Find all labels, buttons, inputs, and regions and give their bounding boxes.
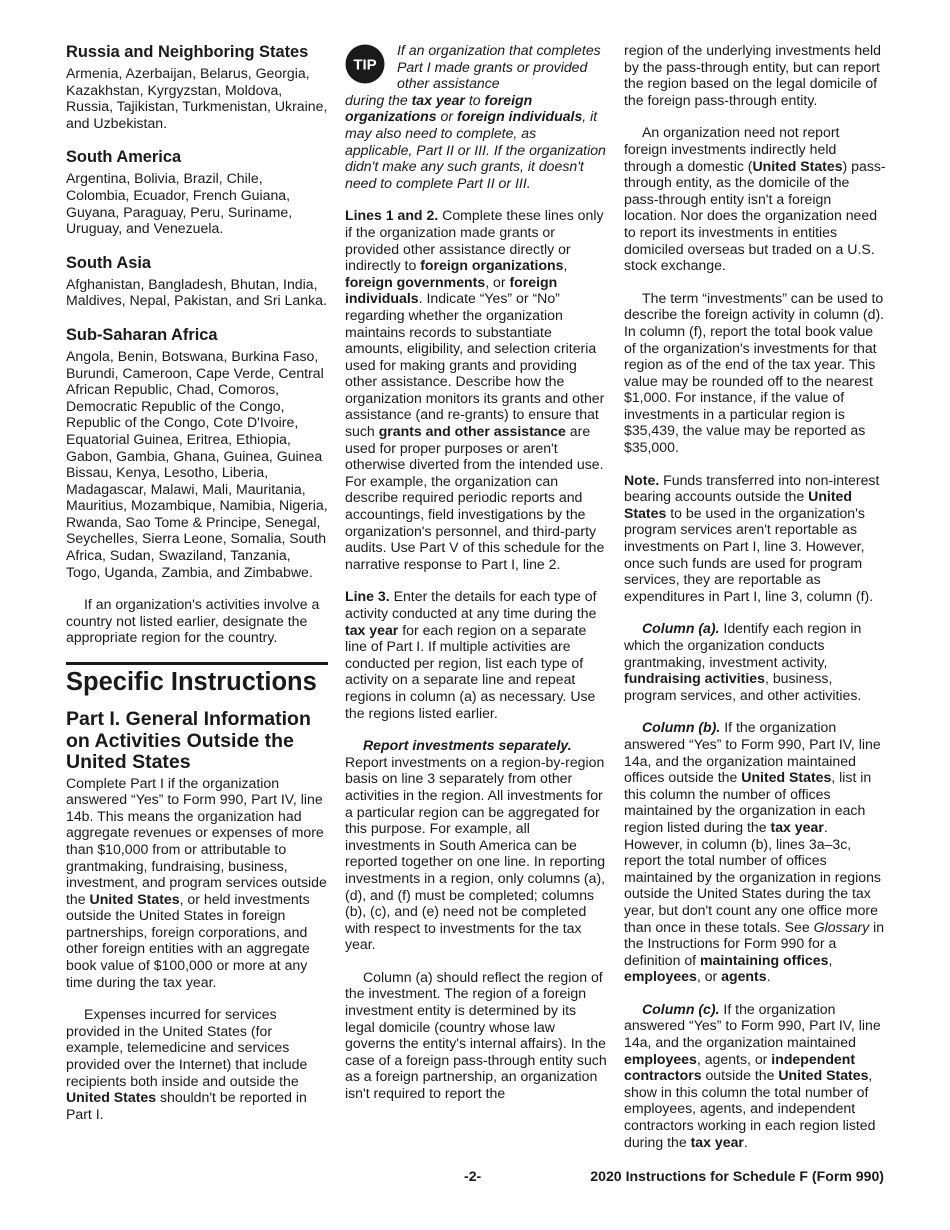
column-a-paragraph: Column (a). Identify each region in which the organization conducts grantmaking, investment activity, fundraising activities, business, program services, and other activities. — [624, 620, 862, 703]
tip-icon — [345, 44, 385, 84]
domestic-pass-through-paragraph: An organization need not report foreign investments indirectly held through a domestic (United States) pass-through entity, as the domicile of the pass-through entity isn't a foreign location. Nor does the organization need to report its investments in entities domiciled overseas but traded on a U.S. stock exchange. — [624, 124, 886, 274]
specific-instructions-heading: Specific Instructions — [66, 662, 328, 697]
document-title-footer: 2020 Instructions for Schedule F (Form 990) — [590, 1168, 884, 1184]
region-heading-south-america: South America — [66, 148, 182, 167]
lines-1-2-paragraph: Lines 1 and 2. Complete these lines only if the organization made grants or provided other assistance directly or indirectly to foreign organizations, foreign governments, or foreign individuals. Indicate “Yes” or “No” regarding whether the organization maintains records to substantiate amounts, eligibility, and selection criteria used for making grants and providing other assistance. Describe how the organization monitors its grants and other assistance (and re-grants) to ensure that such grants and other assistance are used for proper purposes or aren't otherwise diverted from the intended use. For example, the organization can describe required periodic reports and accountings, field investigations by the organization's personnel, and third-party audits. Use Part V of this schedule for the narrative response to Part I, line 2. — [345, 207, 605, 572]
line-3-paragraph: Line 3. Enter the details for each type of activity conducted at any time during the tax year for each region on a separate line of Part I. If multiple activities are conducted per region, list each type of activity on a separate line and repeat regions in column (a) as necessary. Use the regions listed earlier. — [345, 588, 597, 721]
investments-term-paragraph: The term “investments” can be used to describe the foreign activity in column (d). In column (f), report the total book value of the organization's investments for that region as of the end of the tax year. This value may be rounded off to the nearest $1,000. For instance, if the value of investments in a particular region is $35,439, the value may be reported as $35,000. — [624, 289, 885, 456]
region-heading-sub-saharan-africa: Sub-Saharan Africa — [66, 325, 218, 344]
region-list-russia: Armenia, Azerbaijan, Belarus, Georgia, Kazakhstan, Kyrgyzstan, Moldova, Russia, Tajikistan, Turkmenistan, Ukraine, and Uzbekistan. — [66, 65, 328, 131]
column-2 — [345, 42, 607, 1118]
region-list-sub-saharan-africa: Angola, Benin, Botswana, Burkina Faso, Burundi, Cameroon, Cape Verde, Central African Republic, Chad, Comoros, Democratic Republic of the Congo, Republic of the Congo, Cote D'Ivoire, Equatorial Guinea, Eritrea, Ethiopia, Gabon, Gambia, Ghana, Guinea, Guinea Bissau, Kenya, Lesotho, Liberia, Madagascar, Malawi, Mali, Mauritania, Mauritius, Mozambique, Namibia, Nigeria, Rwanda, Sao Tome & Principe, Senegal, Seychelles, Sierra Leone, Somalia, South Africa, Sudan, Swaziland, Tanzania, Togo, Uganda, Zambia, and Zimbabwe. — [66, 347, 328, 580]
column-a-region-paragraph: Column (a) should reflect the region of the investment. The region of a foreign investment entity is determined by its legal domicile (country whose law governs the entity's internal affairs). In the case of a foreign pass-through entity such as a foreign partnership, an organization isn't required to report the — [345, 968, 607, 1102]
region-list-south-america: Argentina, Bolivia, Brazil, Chile, Colombia, Ecuador, French Guiana, Guyana, Paraguay, Peru, Suriname, Uruguay, and Venezuela. — [66, 170, 293, 237]
part-1-paragraph-1: Complete Part I if the organization answered “Yes” to Form 990, Part IV, line 14b. This means the organization had aggregate revenues or expenses of more than $10,000 from or attributable to grantmaking, fundraising, business, investment, and program services outside the United States, or held investments outside the United States in foreign partnerships, foreign corporations, and other foreign entities with an aggregate book value of $100,000 or more at any time during the tax year. — [66, 774, 327, 990]
region-list-south-asia: Afghanistan, Bangladesh, Bhutan, India, Maldives, Nepal, Pakistan, and Sri Lanka. — [66, 275, 327, 309]
column-1 — [66, 42, 328, 1138]
column-c-paragraph: Column (c). If the organization answered “Yes” to Form 990, Part IV, line 14a, and the organization maintained employees, agents, or independent contractors outside the United States, show in this column the total number of employees, agents, and independent contractors working in each region listed during the tax year. — [624, 1000, 881, 1150]
part-1-paragraph-2: Expenses incurred for services provided in the United States (for example, telemedicine and services provided over the Internet) that include recipients both inside and outside the United States shouldn't be reported in Part I. — [66, 1006, 308, 1122]
part-1-heading: Part I. General Information on Activities Outside the United States — [66, 708, 311, 774]
continued-paragraph: region of the underlying investments held by the pass-through entity, but can report the region based on the legal domicile of the foreign pass-through entity. — [624, 42, 881, 108]
tip-label: TIP — [353, 56, 377, 74]
region-heading-south-asia: South Asia — [66, 253, 151, 272]
note-paragraph: Note. Funds transferred into non-interest bearing accounts outside the United States to be used in the organization's program services aren't reportable as investments on Part I, line 3. However, once such funds are used for program services, they are reportable as expenditures in Part I, line 3, column (f). — [624, 471, 880, 604]
column-b-paragraph: Column (b). If the organization answered “Yes” to Form 990, Part IV, line 14a, and the organization maintained offices outside the United States, list in this column the number of offices maintained by the organization in each region listed during the tax year. However, in column (b), lines 3a–3c, report the total number of offices maintained by the organization in regions outside the United States during the tax year, but don't count any one office more than once in these totals. See Glossary in the Instructions for Form 990 for a definition of maintaining offices, employees, or agents. — [624, 719, 885, 985]
tip-text-rest: during the tax year to foreign organizations or foreign individuals, it may also need to complete, as applicable, Part II or III. If the organization didn't make any such grants, it doesn't need to complete Part II or III. — [345, 91, 606, 191]
region-heading-russia: Russia and Neighboring States — [66, 43, 309, 61]
tip-box — [345, 42, 607, 92]
not-listed-paragraph: If an organization's activities involve a country not listed earlier, designate the appropriate region for the country. — [66, 596, 320, 646]
tip-text-first: If an organization that completes Part I made grants or provided other assistance — [397, 42, 601, 92]
column-3 — [624, 42, 886, 1166]
page-number: -2- — [464, 1168, 482, 1184]
report-investments-paragraph: Report investments separately. Report investments on a region-by-region basis on line 3 separately from other activities in the region. All investments for a particular region can be aggregated for this purpose. For example, all investments in South America can be reported together on one line. In reporting investments in a region, only columns (a), (d), and (f) must be completed; columns (b), (c), and (e) need not be completed with respect to investments for the tax year. — [345, 737, 606, 953]
